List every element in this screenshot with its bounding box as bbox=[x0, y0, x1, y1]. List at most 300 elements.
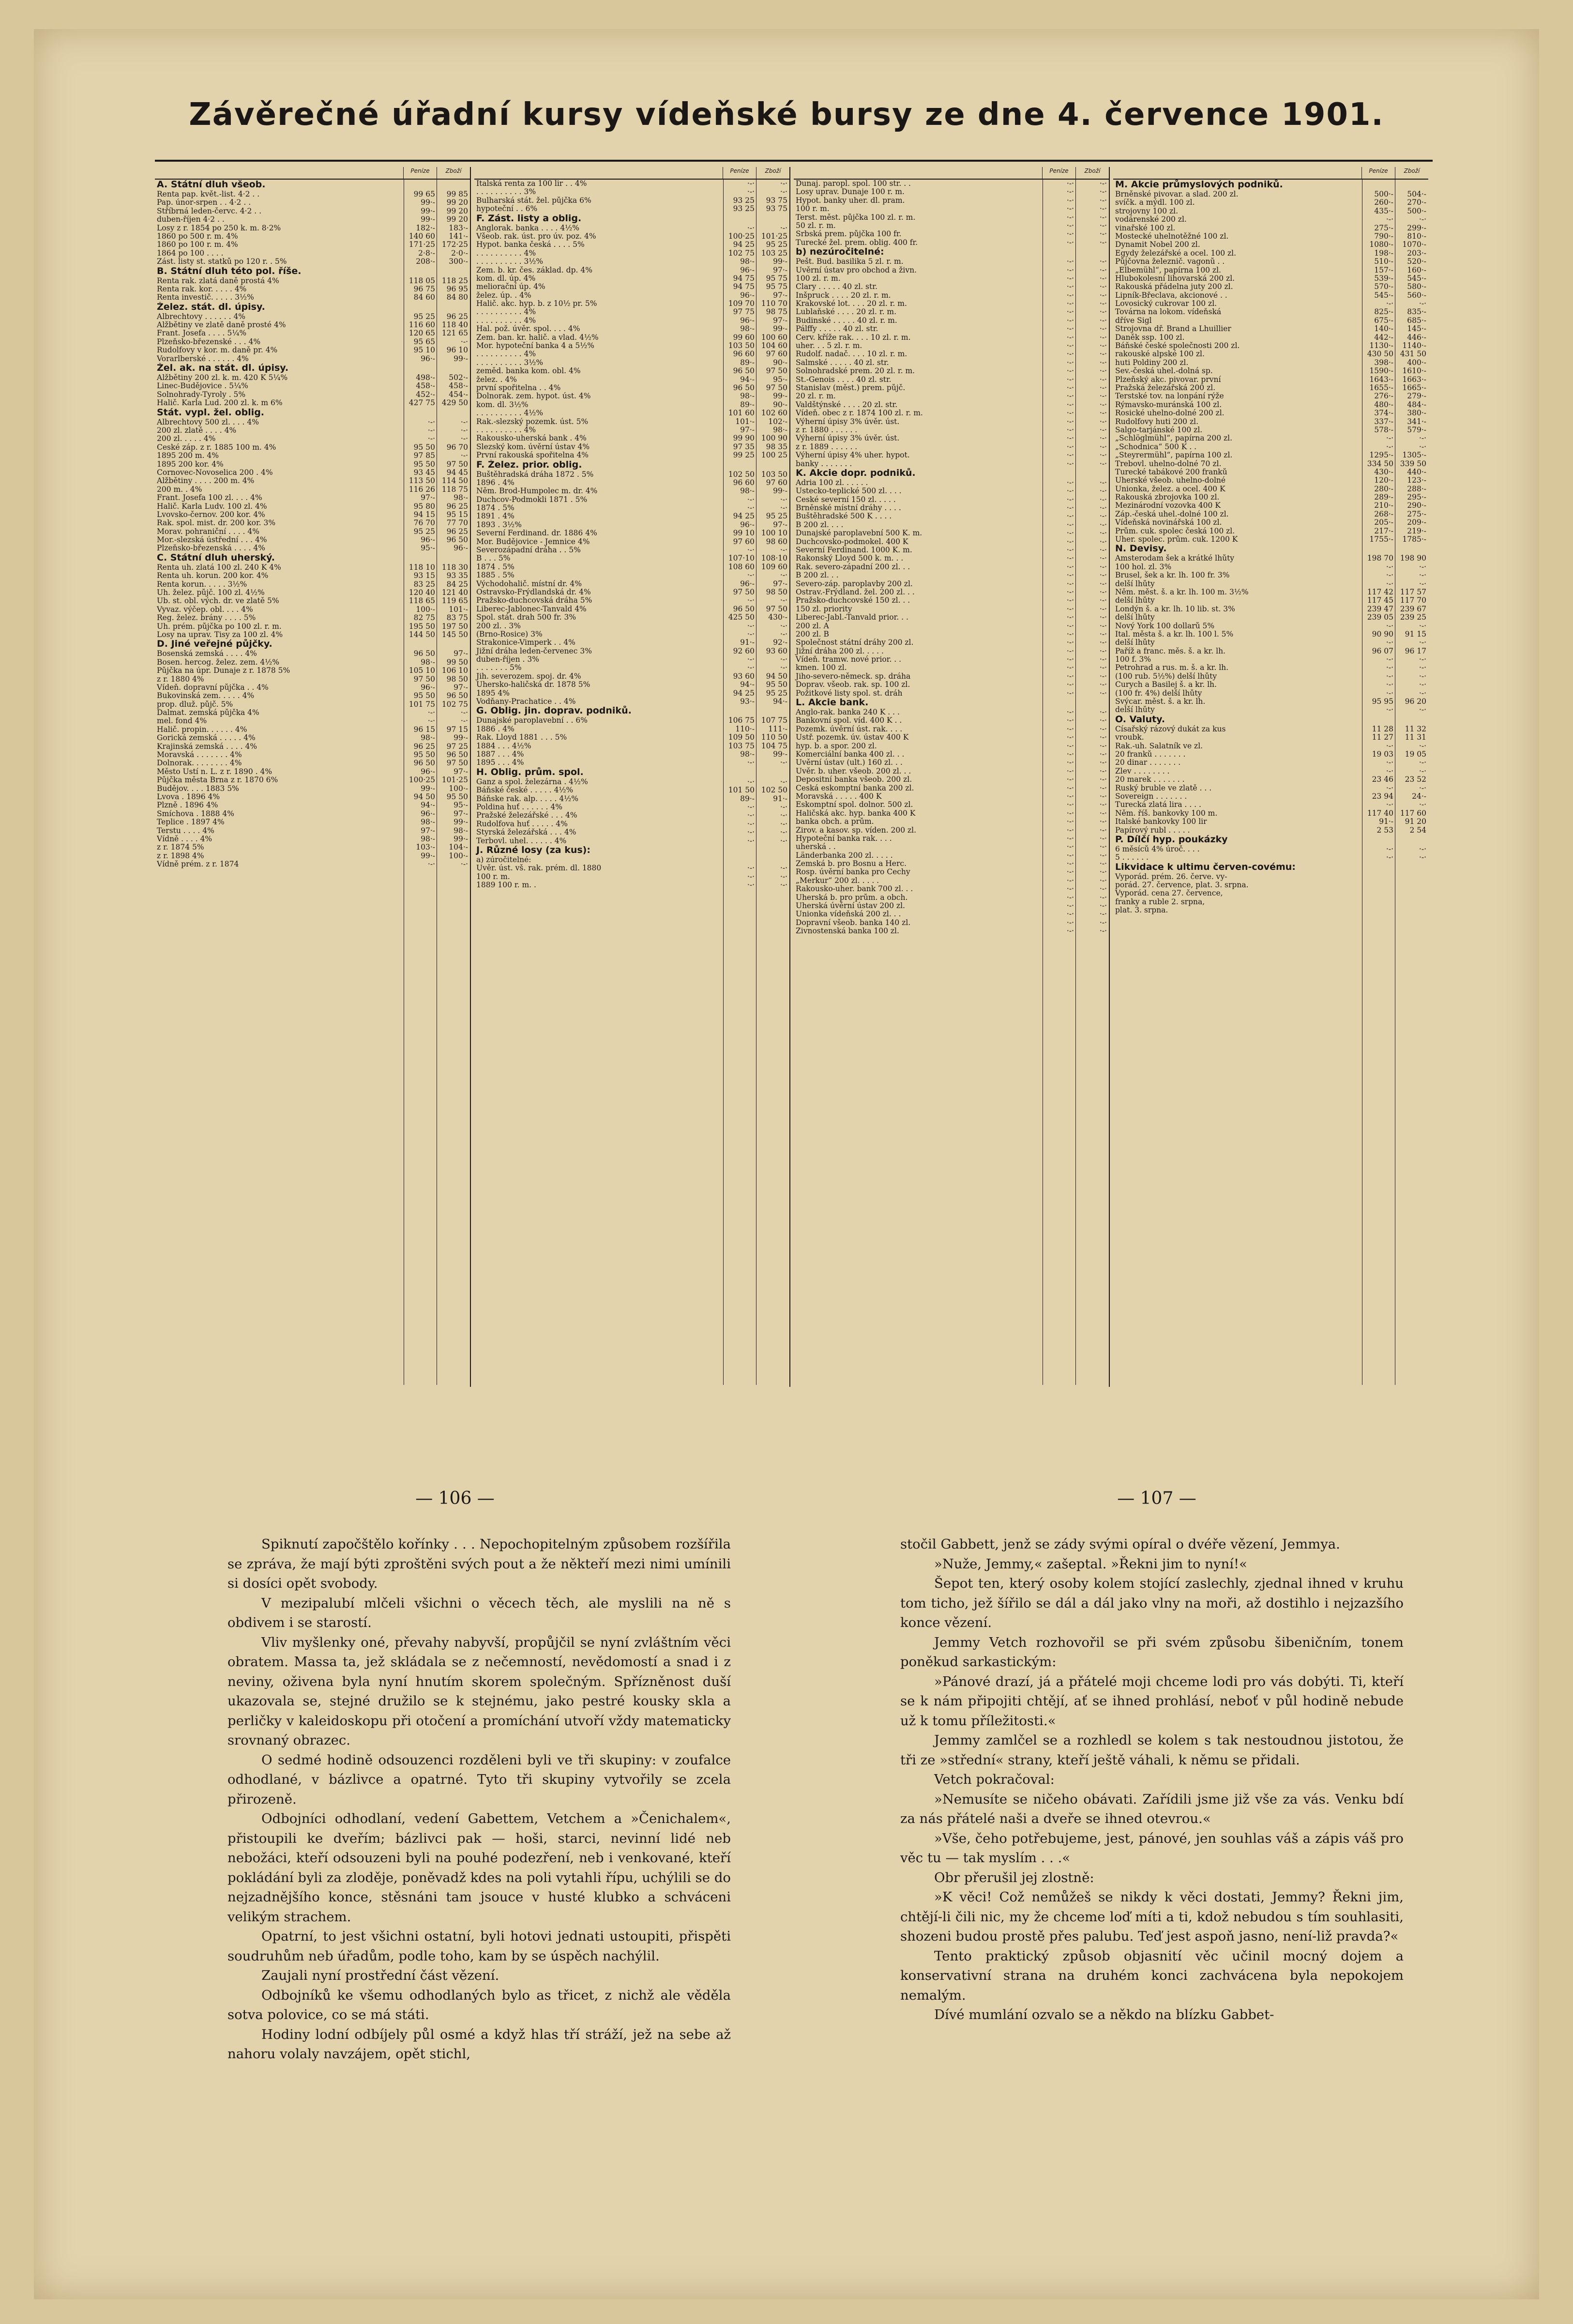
goods-price: ·-· bbox=[1099, 630, 1107, 638]
quote-row bbox=[794, 197, 1109, 205]
quote-row bbox=[794, 443, 1109, 451]
goods-price: ·-· bbox=[1099, 266, 1107, 274]
money-price: 94 25 bbox=[733, 689, 755, 698]
goods-price: ·-· bbox=[780, 630, 787, 638]
money-price: ·-· bbox=[1066, 451, 1074, 460]
security-name: Terbovl. uhel. . . . . . 4% bbox=[476, 836, 567, 845]
security-name: Švýcar. měst. š. a kr. lh. bbox=[1115, 698, 1206, 706]
quote-row bbox=[794, 775, 1109, 784]
quote-row bbox=[794, 367, 1109, 375]
section-heading bbox=[1113, 862, 1428, 873]
goods-price: 96 20 bbox=[1405, 698, 1426, 706]
quote-row bbox=[1113, 392, 1428, 400]
money-price: ·-· bbox=[1386, 801, 1393, 809]
money-price: ·-· bbox=[747, 622, 755, 630]
money-price: 99·- bbox=[421, 215, 435, 224]
goods-price: 96 10 bbox=[446, 346, 468, 355]
money-price: ·-· bbox=[1066, 725, 1074, 733]
security-name: Alžbětiny ve zlatě daně prosté 4% bbox=[157, 321, 286, 330]
goods-price: 95 15 bbox=[446, 510, 468, 519]
money-price: ·-· bbox=[1386, 562, 1393, 571]
money-price: 93 60 bbox=[733, 672, 755, 681]
money-price: 97·- bbox=[740, 425, 755, 434]
goods-price: 100 60 bbox=[761, 333, 787, 342]
goods-price: ·-· bbox=[1099, 367, 1107, 376]
quote-row bbox=[474, 596, 789, 605]
quote-row bbox=[1113, 571, 1428, 579]
money-price: ·-· bbox=[1066, 291, 1074, 300]
security-name: Moravská . . . . . 400 K bbox=[796, 792, 882, 801]
security-name: Petrohrad a rus. m. š. a kr. lh. bbox=[1115, 664, 1229, 672]
money-price: 208·- bbox=[416, 258, 435, 266]
left-page-number: — 106 — bbox=[415, 1489, 495, 1508]
money-price: 96 07 bbox=[1372, 647, 1393, 655]
security-name: Brněnské pivovar. a slad. 200 zl. bbox=[1115, 190, 1239, 198]
money-price: ·-· bbox=[1066, 196, 1074, 205]
goods-price: 97·- bbox=[773, 579, 787, 588]
goods-price: 810·- bbox=[1407, 232, 1426, 241]
security-name: Renta investič. . . . . 3½% bbox=[157, 293, 254, 302]
quote-row bbox=[1113, 249, 1428, 258]
quote-row bbox=[155, 580, 470, 589]
goods-price: ·-· bbox=[1099, 809, 1107, 818]
money-price: 275·- bbox=[1374, 224, 1393, 232]
money-price: ·-· bbox=[1066, 554, 1074, 563]
goods-price: 106 10 bbox=[441, 667, 468, 675]
quote-row bbox=[474, 266, 789, 274]
money-price: 825·- bbox=[1374, 308, 1393, 317]
money-price: 96 50 bbox=[413, 650, 435, 658]
goods-price: ·-· bbox=[1099, 546, 1107, 555]
goods-price: ·-· bbox=[1099, 647, 1107, 655]
security-name: Eskomptní spol. dolnor. 500 zl. bbox=[796, 801, 913, 809]
goods-price: 84 25 bbox=[446, 580, 468, 589]
goods-price: 111·- bbox=[768, 725, 787, 733]
quote-row bbox=[155, 382, 470, 390]
goods-price: ·-· bbox=[780, 188, 787, 197]
security-name: Želez. stát. dl. úpisy. bbox=[157, 302, 265, 312]
security-name: Londýn š. a kr. lh. 10 lib. st. 3% bbox=[1115, 605, 1235, 613]
paragraph: Spiknutí započštělo kořínky . . . Nepochopitelným způsobem rozšířila se zpráva, že mají býti zproštěni svých pout a že někteří mezi nimi umínili si dosíci opět svobody. bbox=[227, 1536, 731, 1591]
money-price: 91·- bbox=[740, 638, 755, 647]
quote-row bbox=[794, 563, 1109, 571]
goods-price: ·-· bbox=[1099, 230, 1107, 239]
quote-row bbox=[155, 435, 470, 443]
quote-row bbox=[794, 767, 1109, 775]
quote-row bbox=[155, 572, 470, 580]
quote-row bbox=[1113, 198, 1428, 207]
money-price: 96 60 bbox=[733, 350, 755, 359]
quote-row bbox=[474, 681, 789, 689]
quote-row bbox=[474, 820, 789, 828]
money-price: 96 75 bbox=[413, 285, 435, 293]
goods-price: 97·- bbox=[454, 809, 468, 818]
security-name: Brněnské místní dráhy . . . . bbox=[796, 504, 901, 513]
quote-row bbox=[794, 894, 1109, 902]
quote-row bbox=[794, 213, 1109, 222]
quote-row bbox=[1113, 460, 1428, 468]
quote-row bbox=[155, 355, 470, 363]
quote-row bbox=[794, 927, 1109, 935]
quote-row bbox=[474, 588, 789, 596]
money-price: ·-· bbox=[1066, 655, 1074, 664]
security-name: Hypot. banky uher. dl. pram. bbox=[796, 196, 905, 205]
quote-row bbox=[155, 597, 470, 605]
quote-row bbox=[1113, 384, 1428, 392]
security-name: Mor.-slezská ústřední . . . 4% bbox=[157, 536, 267, 545]
headline-rule bbox=[155, 160, 1433, 162]
money-price: 96 60 bbox=[733, 478, 755, 487]
quote-row bbox=[794, 588, 1109, 596]
money-price: 2 53 bbox=[1376, 826, 1393, 835]
goods-price: 118 40 bbox=[441, 321, 468, 330]
money-price: 108 60 bbox=[728, 562, 755, 571]
goods-price: 1070·- bbox=[1402, 241, 1426, 249]
goods-price: 77 70 bbox=[446, 519, 468, 528]
goods-price: ·-· bbox=[1099, 392, 1107, 401]
paragraph: Vliv myšlenky oné, převahy nabyvší, propůjčil se nyní zvláštním věci obratem. Massa ta, jež skládala se z nečemností, nevědomostí a snad i z neviny, oživena byla nyní hnutím skorem společným. Spřízněnost duší ukazovala se, stejné družilo se k stejnému, jako pestré kousky skla a perličky v kaleidoskopu při otočení a promíchání utvoří vždy matematicky srovnaný obrazec. bbox=[227, 1634, 731, 1748]
quote-row bbox=[155, 460, 470, 469]
goods-price: ·-· bbox=[1099, 537, 1107, 546]
quote-row bbox=[155, 313, 470, 321]
goods-price: ·-· bbox=[1099, 434, 1107, 443]
quote-row bbox=[155, 785, 470, 793]
money-price: 93 25 bbox=[733, 196, 755, 205]
money-price: 1755·- bbox=[1369, 535, 1393, 544]
security-name: 1895 200 m. 4% bbox=[157, 452, 219, 460]
security-name: Lvova . 1896 4% bbox=[157, 793, 220, 801]
quote-row bbox=[1113, 853, 1428, 862]
goods-price bbox=[756, 856, 789, 864]
money-price: 102 50 bbox=[728, 470, 755, 479]
goods-price: ·-· bbox=[1099, 834, 1107, 843]
security-name: Daněk ssp. 100 zl. bbox=[1115, 333, 1185, 342]
goods-price: 91·- bbox=[773, 794, 787, 803]
security-name: delší lhůty bbox=[1115, 613, 1155, 622]
money-price: 1590·- bbox=[1369, 367, 1393, 376]
quote-row bbox=[794, 801, 1109, 809]
paragraph: Odbojníci odhodlaní, vedení Gabettem, Vetchem a »Čenichalem«, přistoupili ke dveřím; bázlivci pak — hoši, starci, nevinní lidé neb nebožáci, kteří odsouzeni byli na pouhé podezření, neb i venkované, kteří pokládání byli za zloděje, poněvadž kdes na poli vytahli řípu, uchýlili se do nejzadnějšího konce, stěsnáni tam jsouce v husté klubko a schváceni velikým strachem. bbox=[227, 1811, 731, 1925]
money-price: 498·- bbox=[416, 374, 435, 382]
quote-row bbox=[1113, 367, 1428, 375]
security-name: Pražská železářská 200 zl. bbox=[1115, 383, 1216, 392]
money-price: ·-· bbox=[1066, 358, 1074, 367]
money-price: 94 25 bbox=[733, 512, 755, 521]
money-price: ·-· bbox=[1066, 417, 1074, 426]
security-name: Vídně prém. z r. 1874 bbox=[157, 860, 239, 869]
money-price: ·-· bbox=[747, 664, 755, 672]
quote-row bbox=[155, 751, 470, 759]
quote-row bbox=[474, 384, 789, 392]
security-name: Uherská b. pro prům. a obch. bbox=[796, 893, 908, 902]
money-price: ·-· bbox=[1066, 708, 1074, 717]
money-price: ·-· bbox=[1066, 893, 1074, 902]
money-price: 205·- bbox=[1374, 518, 1393, 527]
security-name: Likvidace k ultimu červen-covému: bbox=[1115, 862, 1296, 872]
security-name: 200 zl. . . . . 4% bbox=[157, 435, 216, 443]
money-price: ·-· bbox=[427, 860, 435, 869]
money-price: 97 85 bbox=[413, 452, 435, 460]
table-column-2 bbox=[474, 167, 790, 1387]
goods-price: 97·- bbox=[454, 683, 468, 692]
money-price: 96·- bbox=[421, 809, 435, 818]
section-heading bbox=[155, 639, 470, 650]
security-name: Vyporád. prém. 26. červe. vy- bbox=[1115, 872, 1227, 881]
goods-price: ·-· bbox=[780, 546, 787, 555]
goods-price: ·-· bbox=[1099, 442, 1107, 451]
money-price: ·-· bbox=[1066, 546, 1074, 555]
goods-price: ·-· bbox=[1099, 520, 1107, 529]
money-price: 96·- bbox=[740, 579, 755, 588]
security-name: Zlev . . . . . . . . bbox=[1115, 767, 1170, 775]
security-name: z r. 1889 . . . . . . bbox=[796, 442, 858, 451]
money-price: ·-· bbox=[1066, 750, 1074, 759]
money-price: ·-· bbox=[1066, 213, 1074, 222]
money-price: ·-· bbox=[747, 828, 755, 837]
quote-row bbox=[794, 868, 1109, 876]
money-price: 157·- bbox=[1374, 266, 1393, 274]
quote-row bbox=[155, 658, 470, 667]
goods-price: 118 75 bbox=[441, 485, 468, 494]
quote-row bbox=[794, 664, 1109, 672]
money-price: ·-· bbox=[747, 759, 755, 767]
quote-row bbox=[155, 224, 470, 232]
goods-price: 95 75 bbox=[766, 274, 787, 283]
money-price: 97 75 bbox=[733, 308, 755, 317]
money-price: 105 10 bbox=[408, 667, 435, 675]
goods-price bbox=[1395, 881, 1428, 889]
quote-row bbox=[1113, 881, 1428, 889]
security-name: Uherské všeob. uhelno-dolné bbox=[1115, 476, 1226, 485]
security-name: Länderbanka 200 zl. . . . . bbox=[796, 851, 893, 860]
security-name: Krakovské lot. . . . 20 zl. r. m. bbox=[796, 300, 907, 308]
goods-price: ·-· bbox=[1099, 196, 1107, 205]
quote-row bbox=[155, 374, 470, 382]
money-price: ·-· bbox=[1066, 716, 1074, 725]
goods-price: ·-· bbox=[1419, 434, 1426, 443]
security-name: Lvovsko-černov. 200 kor. 4% bbox=[157, 510, 265, 519]
security-name: Vídeň. dopravní půjčka . . 4% bbox=[157, 683, 269, 692]
money-price: 91·- bbox=[1379, 818, 1393, 826]
security-name: Dolnorak. zem. hypot. úst. 4% bbox=[476, 392, 591, 401]
goods-price: ·-· bbox=[1099, 784, 1107, 792]
goods-price: 102·- bbox=[768, 417, 787, 426]
goods-price: ·-· bbox=[780, 571, 787, 580]
money-price: 95 50 bbox=[413, 460, 435, 469]
money-price: 239 05 bbox=[1367, 613, 1393, 622]
quote-row bbox=[794, 622, 1109, 630]
money-price: ·-· bbox=[1066, 425, 1074, 434]
quote-row bbox=[474, 188, 789, 196]
goods-price: 95 50 bbox=[446, 793, 468, 801]
security-name: z r. 1880 . . . . . . bbox=[796, 425, 858, 434]
column-body bbox=[794, 180, 1109, 1385]
goods-price: ·-· bbox=[1419, 579, 1426, 588]
goods-price: ·-· bbox=[1419, 845, 1426, 853]
quote-row bbox=[474, 881, 789, 889]
security-name: Pálffy . . . . . 40 zl. str. bbox=[796, 325, 878, 334]
security-name: Bosen. hercog. želez. zem. 4½% bbox=[157, 658, 280, 667]
quote-row bbox=[1113, 501, 1428, 510]
goods-price: 98 75 bbox=[766, 308, 787, 317]
quote-row bbox=[155, 726, 470, 734]
goods-price: ·-· bbox=[1419, 300, 1426, 308]
money-price: 95·- bbox=[421, 544, 435, 553]
security-name: vinařské 100 zl. bbox=[1115, 224, 1176, 232]
security-name: F. Zást. listy a oblig. bbox=[476, 213, 582, 224]
goods-price: 99·- bbox=[454, 818, 468, 827]
money-price: 98·- bbox=[421, 658, 435, 667]
paragraph: Jemmy Vetch rozhovořil se při svém způsobu šibeničním, tonem poněkud sarkastickým: bbox=[900, 1634, 1404, 1670]
security-name: Prům. cuk. spolec česká 100 zl. bbox=[1115, 527, 1235, 535]
money-price: ·-· bbox=[747, 881, 755, 890]
quote-row bbox=[1113, 588, 1428, 596]
goods-price: 98·- bbox=[454, 826, 468, 835]
goods-price: 100 25 bbox=[761, 451, 787, 460]
security-name: P. Dílčí hyp. poukázky bbox=[1115, 834, 1228, 845]
security-name: Rak. Lloyd 1881 . . . 5% bbox=[476, 733, 567, 742]
money-price: 96·- bbox=[421, 683, 435, 692]
quote-row bbox=[794, 512, 1109, 520]
goods-price: 99 20 bbox=[446, 207, 468, 215]
money-price: ·-· bbox=[1066, 613, 1074, 622]
security-name: 1860 po 500 r. m. 4% bbox=[157, 232, 238, 241]
quote-row bbox=[1113, 232, 1428, 241]
security-name: Půjčovna železnič. vagonů . . bbox=[1115, 258, 1225, 266]
goods-price: 97·- bbox=[773, 266, 787, 274]
quote-row bbox=[1113, 742, 1428, 750]
quote-row bbox=[1113, 554, 1428, 562]
security-name: Rosické uhelno-dolné 200 zl. bbox=[1115, 409, 1225, 418]
security-name: dříve Sigl bbox=[1115, 316, 1152, 325]
money-price: 100·- bbox=[416, 605, 435, 614]
security-name: Všeob. rak. úst. pro úv. poz. 4% bbox=[476, 232, 596, 241]
goods-price: ·-· bbox=[1099, 554, 1107, 563]
goods-price: ·-· bbox=[780, 777, 787, 786]
quote-row bbox=[474, 622, 789, 630]
security-name: Smíchova . 1888 4% bbox=[157, 809, 235, 818]
security-name: České záp. z r. 1885 100 m. 4% bbox=[157, 443, 276, 452]
quote-row bbox=[794, 554, 1109, 562]
money-price: 19 03 bbox=[1372, 750, 1393, 759]
money-price: 118 65 bbox=[408, 597, 435, 606]
goods-price: 339 50 bbox=[1400, 459, 1426, 468]
goods-price: 96 25 bbox=[446, 502, 468, 511]
security-name: z r. 1874 5% bbox=[157, 843, 204, 852]
security-name: 1895 4% bbox=[476, 689, 510, 698]
money-price: 94 15 bbox=[413, 510, 435, 519]
quote-row bbox=[155, 734, 470, 742]
money-price: ·-· bbox=[1066, 350, 1074, 359]
money-price: ·-· bbox=[1386, 689, 1393, 698]
quote-row bbox=[474, 664, 789, 672]
money-price: 95 80 bbox=[413, 502, 435, 511]
quote-row bbox=[474, 392, 789, 400]
goods-price: 97 50 bbox=[446, 759, 468, 768]
money-price: 116 26 bbox=[408, 485, 435, 494]
goods-price: ·-· bbox=[1099, 400, 1107, 409]
security-name: Mostecké uhelnotěžné 100 zl. bbox=[1115, 232, 1229, 241]
quote-row bbox=[155, 452, 470, 460]
quote-row bbox=[474, 613, 789, 622]
security-name: B 200 zl. . . bbox=[796, 571, 839, 580]
money-price: 93 25 bbox=[733, 205, 755, 213]
security-name: G. Oblig. jin. doprav. podniků. bbox=[476, 706, 632, 716]
quote-row bbox=[474, 418, 789, 426]
money-price: 96 50 bbox=[733, 367, 755, 376]
security-name: Budinské . . . . . 40 zl. r. m. bbox=[796, 316, 897, 325]
security-name: „Steyrermühl“, papírna 100 zl. bbox=[1115, 451, 1233, 460]
money-price: ·-· bbox=[1066, 622, 1074, 630]
goods-price: 295·- bbox=[1407, 493, 1426, 502]
quote-row bbox=[1113, 605, 1428, 613]
goods-price: 239 25 bbox=[1400, 613, 1426, 622]
money-price: 84 60 bbox=[413, 293, 435, 302]
goods-price: 108·10 bbox=[761, 554, 787, 563]
goods-price: 117 60 bbox=[1400, 809, 1426, 818]
right-page-text bbox=[900, 1534, 1404, 2025]
money-price: ·-· bbox=[1386, 300, 1393, 308]
goods-price: 380·- bbox=[1407, 409, 1426, 418]
quote-row bbox=[474, 504, 789, 512]
goods-price: 484·- bbox=[1407, 400, 1426, 409]
money-price: ·-· bbox=[1066, 221, 1074, 230]
quote-row bbox=[794, 792, 1109, 801]
money-price: ·-· bbox=[1386, 681, 1393, 689]
security-name: 100 hol. zl. 3% bbox=[1115, 562, 1172, 571]
money-price: 260·- bbox=[1374, 198, 1393, 207]
exchange-headline: Závěrečné úřadní kursy vídeňské bursy ze dne 4. července 1901. bbox=[189, 97, 1384, 133]
security-name: 200 zl. B bbox=[796, 630, 829, 638]
money-price: 430·- bbox=[1374, 468, 1393, 476]
goods-price: 98 35 bbox=[766, 442, 787, 451]
goods-price: 446·- bbox=[1407, 333, 1426, 342]
security-name: Stříbrná leden-červc. 4·2 . . bbox=[157, 207, 262, 215]
quote-row bbox=[794, 434, 1109, 442]
section-heading bbox=[474, 845, 789, 856]
money-price: 95 25 bbox=[413, 312, 435, 321]
goods-price: 275·- bbox=[1407, 510, 1426, 518]
goods-price: ·-· bbox=[1099, 350, 1107, 359]
goods-price: ·-· bbox=[1099, 579, 1107, 588]
security-name: N. Devisy. bbox=[1115, 544, 1167, 554]
quote-row bbox=[794, 274, 1109, 283]
quote-row bbox=[474, 605, 789, 613]
goods-price bbox=[1395, 898, 1428, 906]
security-name: Císařský rázový dukát za kus bbox=[1115, 725, 1226, 733]
security-name: Vorarlberské . . . . . . 4% bbox=[157, 354, 249, 363]
goods-price: 97·- bbox=[773, 316, 787, 325]
money-price: 98·- bbox=[421, 835, 435, 843]
security-name: (100 fr. 4%) delší lhůty bbox=[1115, 689, 1202, 698]
goods-price: ·-· bbox=[1419, 562, 1426, 571]
security-name: Mor. Budějovice - Jemnice 4% bbox=[476, 537, 590, 546]
quote-row bbox=[794, 596, 1109, 605]
money-price: 210·- bbox=[1374, 501, 1393, 510]
security-name: Vodňany-Prachatice . . 4% bbox=[476, 698, 576, 706]
money-price: 98·- bbox=[740, 325, 755, 334]
goods-price: ·-· bbox=[1099, 221, 1107, 230]
quote-row bbox=[474, 742, 789, 750]
money-price: 118 10 bbox=[408, 563, 435, 572]
quote-row bbox=[474, 716, 789, 725]
security-name: Albrechtovy 500 zl. . . . 4% bbox=[157, 418, 259, 426]
money-price: 96·- bbox=[740, 291, 755, 300]
security-name: Inšpruck . . . . 20 zl. r. m. bbox=[796, 291, 891, 300]
money-price: 90 90 bbox=[1372, 630, 1393, 638]
security-name: 1895 200 kor. 4% bbox=[157, 460, 224, 469]
header-goods: Zboží bbox=[437, 167, 470, 179]
